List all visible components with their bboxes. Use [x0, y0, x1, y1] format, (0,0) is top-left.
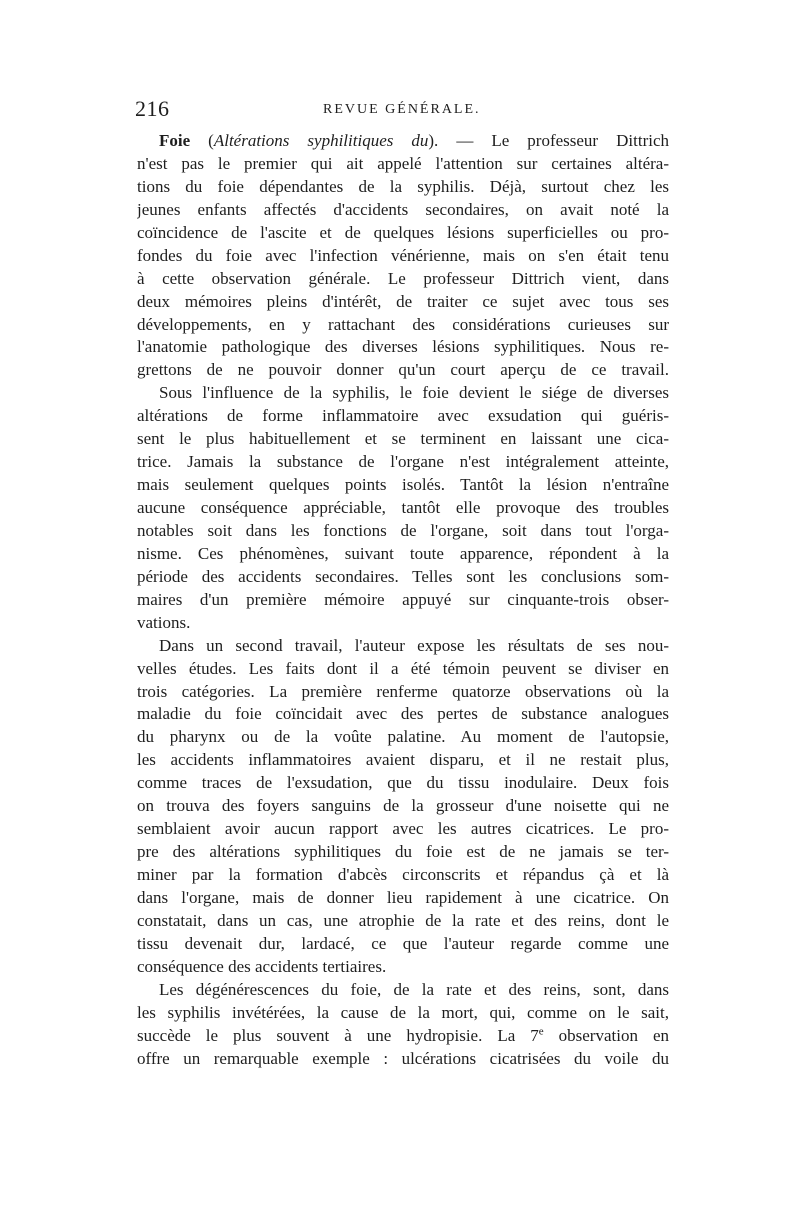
- superscript-ordinal: e: [538, 1024, 544, 1037]
- paragraph-1-line: deux mémoires pleins d'intérêt, de traiter ce sujet avec tous ses: [137, 291, 669, 311]
- paragraph-3-line: les accidents inflammatoires avaient disparu, et il ne restait plus,: [137, 750, 669, 770]
- paragraph-3-line: maladie du foie coïncidait avec des pertes de substance analogues: [137, 704, 669, 724]
- paragraph-3-line: trois catégories. La première renferme quatorze observations où la: [137, 681, 669, 701]
- paragraph-1-line: fondes du foie avec l'infection vénérienne, mais on s'en était tenu: [137, 245, 669, 265]
- paragraph-2-line: mais seulement quelques points isolés. Tantôt la lésion n'entraîne: [137, 475, 669, 495]
- section-lead-word: Foie: [159, 131, 191, 150]
- paragraph-1-line: l'anatomie pathologique des diverses lésions syphilitiques. Nous re-: [137, 337, 669, 357]
- paragraph-3-line: tissu devenait dur, lardacé, ce que l'auteur regarde comme une: [137, 933, 669, 953]
- paragraph-1-line: développements, en y rattachant des considérations curieuses sur: [137, 314, 669, 334]
- paragraph-2-line: période des accidents secondaires. Telles sont les conclusions som-: [137, 566, 669, 586]
- paragraph-2-line: sent le plus habituellement et se terminent en laissant une cica-: [137, 429, 669, 449]
- article-body: [137, 130, 669, 1070]
- paragraph-3-line: comme traces de l'exsudation, que du tissu inodulaire. Deux fois: [137, 773, 669, 793]
- paragraph-1-line: grettons de ne pouvoir donner qu'un court aperçu de ce travail.: [137, 360, 669, 380]
- paragraph-1-line: à cette observation générale. Le professeur Dittrich vient, dans: [137, 268, 669, 288]
- paragraph-4-line: les syphilis invétérées, la cause de la mort, qui, comme on le sait,: [137, 1002, 669, 1022]
- paragraph-4-line: offre un remarquable exemple : ulcérations cicatrisées du voile du: [137, 1048, 669, 1068]
- page-number: 216: [135, 96, 170, 121]
- page-header: [135, 96, 667, 126]
- paragraph-3-line: constatait, dans un cas, une atrophie de la rate et des reins, dont le: [137, 910, 669, 930]
- paragraph-4-line: succède le plus souvent à une hydropisie. La 7e observation en: [137, 1024, 669, 1045]
- paragraph-3-line: on trouva des foyers sanguins de la grosseur d'une noisette qui ne: [137, 796, 669, 816]
- paragraph-3-line-1: Dans un second travail, l'auteur expose les résultats de ses nou-: [159, 635, 669, 655]
- paragraph-4-line-1: Les dégénérescences du foie, de la rate et des reins, sont, dans: [159, 979, 669, 999]
- section-lead-italic: Altérations syphilitiques du: [213, 131, 429, 150]
- paragraph-2-line: trice. Jamais la substance de l'organe n'est intégralement atteinte,: [137, 452, 669, 472]
- paragraph-3-line: du pharynx ou de la voûte palatine. Au moment de l'autopsie,: [137, 727, 669, 747]
- paragraph-2-line-1: Sous l'influence de la syphilis, le foie devient le siége de diverses: [159, 383, 669, 403]
- paragraph-1-line: jeunes enfants affectés d'accidents secondaires, on avait noté la: [137, 199, 669, 219]
- paragraph-3-line: miner par la formation d'abcès circonscrits et répandus çà et là: [137, 865, 669, 884]
- paragraph-2-line: vations.: [137, 612, 191, 632]
- paragraph-3-line: pre des altérations syphilitiques du foie est de ne jamais se ter-: [137, 842, 669, 862]
- paragraph-1-line: coïncidence de l'ascite et de quelques lésions superficielles ou pro-: [137, 222, 669, 242]
- paragraph-1-line-1: Foie (Altérations syphilitiques du). — Le professeur Dittrich: [159, 131, 669, 150]
- paragraph-2-line: aucune conséquence appréciable, tantôt elle provoque des troubles: [137, 498, 669, 517]
- paragraph-2-line: altérations de forme inflammatoire avec exsudation qui guéris-: [137, 406, 669, 426]
- paragraph-1-line: n'est pas le premier qui ait appelé l'attention sur certaines altéra-: [137, 153, 669, 173]
- paragraph-3-line: semblaient avoir aucun rapport avec les autres cicatrices. Le pro-: [137, 819, 669, 839]
- paragraph-1-line: tions du foie dépendantes de la syphilis. Déjà, surtout chez les: [137, 176, 669, 196]
- paragraph-2-line: maires d'un première mémoire appuyé sur cinquante-trois obser-: [137, 589, 669, 609]
- paragraph-3-line: velles études. Les faits dont il a été témoin peuvent se diviser en: [137, 658, 669, 678]
- paragraph-2-line: notables soit dans les fonctions de l'organe, soit dans tout l'orga-: [137, 520, 669, 540]
- paragraph-3-line: dans l'organe, mais de donner lieu rapidement à une cicatrice. On: [137, 887, 669, 907]
- paragraph-2-line: nisme. Ces phénomènes, suivant toute apparence, répondent à la: [137, 543, 669, 563]
- running-head: REVUE GÉNÉRALE.: [323, 102, 481, 117]
- paragraph-3-line: conséquence des accidents tertiaires.: [137, 956, 387, 976]
